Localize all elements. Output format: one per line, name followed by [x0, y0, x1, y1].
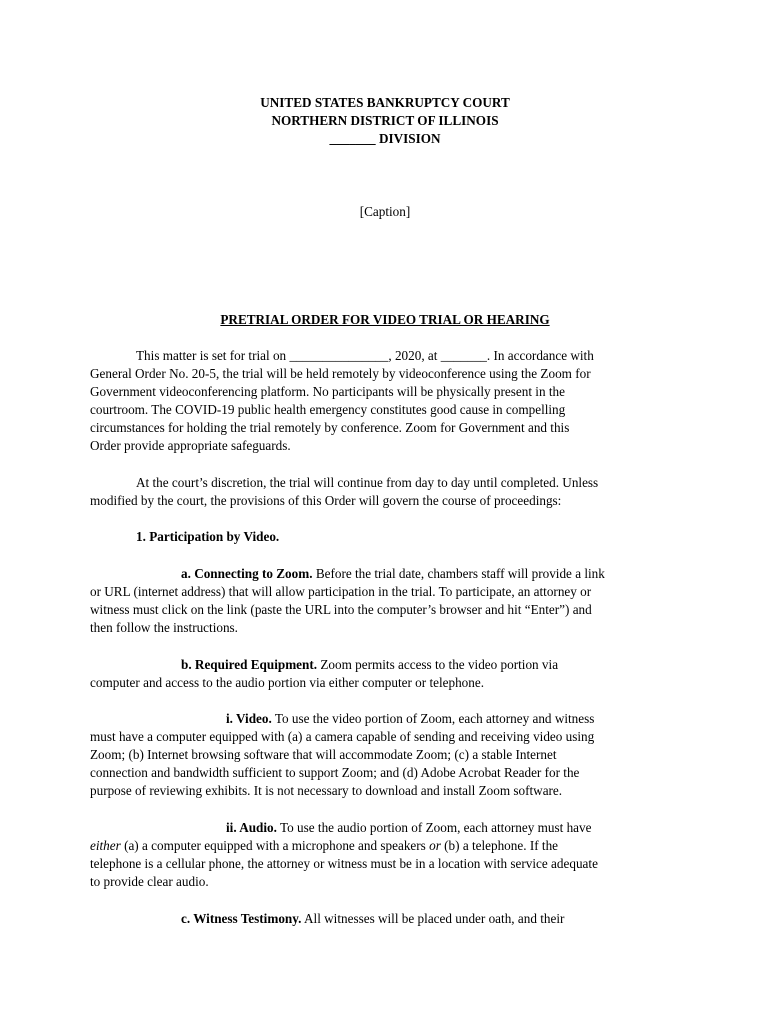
intro-line: General Order No. 20-5, the trial will be held remotely by videoconference using the Zoom for — [90, 366, 591, 381]
caption-placeholder: [Caption] — [359, 204, 411, 219]
section-c — [90, 910, 680, 928]
court-name: UNITED STATES BANKRUPTCY COURT — [260, 95, 510, 110]
section-a-heading: a. Connecting to Zoom. — [181, 566, 313, 581]
intro-line: Order provide appropriate safeguards. — [90, 438, 291, 453]
section-i-first-line: i. Video. To use the video portion of Zoom, each attorney and witness — [226, 711, 595, 726]
section-a-line: witness must click on the link (paste the URL into the computer’s browser and hit “Enter”) and — [90, 602, 592, 617]
section-i-line: Zoom; (b) Internet browsing software that will accommodate Zoom; (c) a stable Internet — [90, 747, 557, 762]
section-c-first-line: c. Witness Testimony. All witnesses will be placed under oath, and their — [181, 911, 565, 926]
section-b-first-line: b. Required Equipment. Zoom permits access to the video portion via — [181, 657, 559, 672]
section-b-heading: b. Required Equipment. — [181, 657, 318, 672]
discretion-paragraph — [90, 474, 680, 510]
discretion-line: modified by the court, the provisions of this Order will govern the course of proceedings: — [90, 493, 562, 508]
court-header — [0, 94, 770, 148]
section-ii-first-line: ii. Audio. To use the audio portion of Zoom, each attorney must have — [226, 820, 592, 835]
section-ii-heading: ii. Audio. — [226, 820, 277, 835]
intro-line: circumstances for holding the trial remotely by conference. Zoom for Government and this — [90, 420, 570, 435]
intro-line: courtroom. The COVID-19 public health emergency constitutes good cause in compelling — [90, 402, 566, 417]
intro-paragraph — [90, 347, 680, 455]
section-a-line: or URL (internet address) that will allow participation in the trial. To participate, an attorney or — [90, 584, 592, 599]
section-i-heading: i. Video. — [226, 711, 272, 726]
section-i-line: must have a computer equipped with (a) a camera capable of sending and receiving video using — [90, 729, 595, 744]
section-a-line: then follow the instructions. — [90, 620, 238, 635]
section-1 — [90, 528, 680, 546]
section-ii-line: telephone is a cellular phone, the attorney or witness must be in a location with service adequate — [90, 856, 598, 871]
intro-line: This matter is set for trial on _______________, 2020, at _______. In accordance with — [136, 348, 594, 363]
section-b — [90, 656, 680, 692]
section-ii — [90, 819, 680, 891]
section-ii-line: to provide clear audio. — [90, 874, 209, 889]
section-i-line: purpose of reviewing exhibits. It is not necessary to download and install Zoom software. — [90, 783, 563, 798]
section-i-line: connection and bandwidth sufficient to support Zoom; and (d) Adobe Acrobat Reader for the — [90, 765, 580, 780]
division-name: _______ DIVISION — [329, 131, 441, 146]
section-ii-line: either (a) a computer equipped with a microphone and speakers or (b) a telephone. If the — [90, 838, 559, 853]
district-name: NORTHERN DISTRICT OF ILLINOIS — [271, 113, 499, 128]
section-a-first-line: a. Connecting to Zoom. Before the trial date, chambers staff will provide a link — [181, 566, 605, 581]
order-title: PRETRIAL ORDER FOR VIDEO TRIAL OR HEARING — [220, 312, 550, 327]
section-b-line: computer and access to the audio portion via either computer or telephone. — [90, 675, 485, 690]
section-1-heading: 1. Participation by Video. — [136, 529, 280, 544]
intro-line: Government videoconferencing platform. No participants will be physically present in the — [90, 384, 565, 399]
discretion-line: At the court’s discretion, the trial will continue from day to day until completed. Unless — [136, 475, 599, 490]
section-i — [90, 710, 680, 800]
section-c-heading: c. Witness Testimony. — [181, 911, 302, 926]
section-a — [90, 565, 680, 637]
